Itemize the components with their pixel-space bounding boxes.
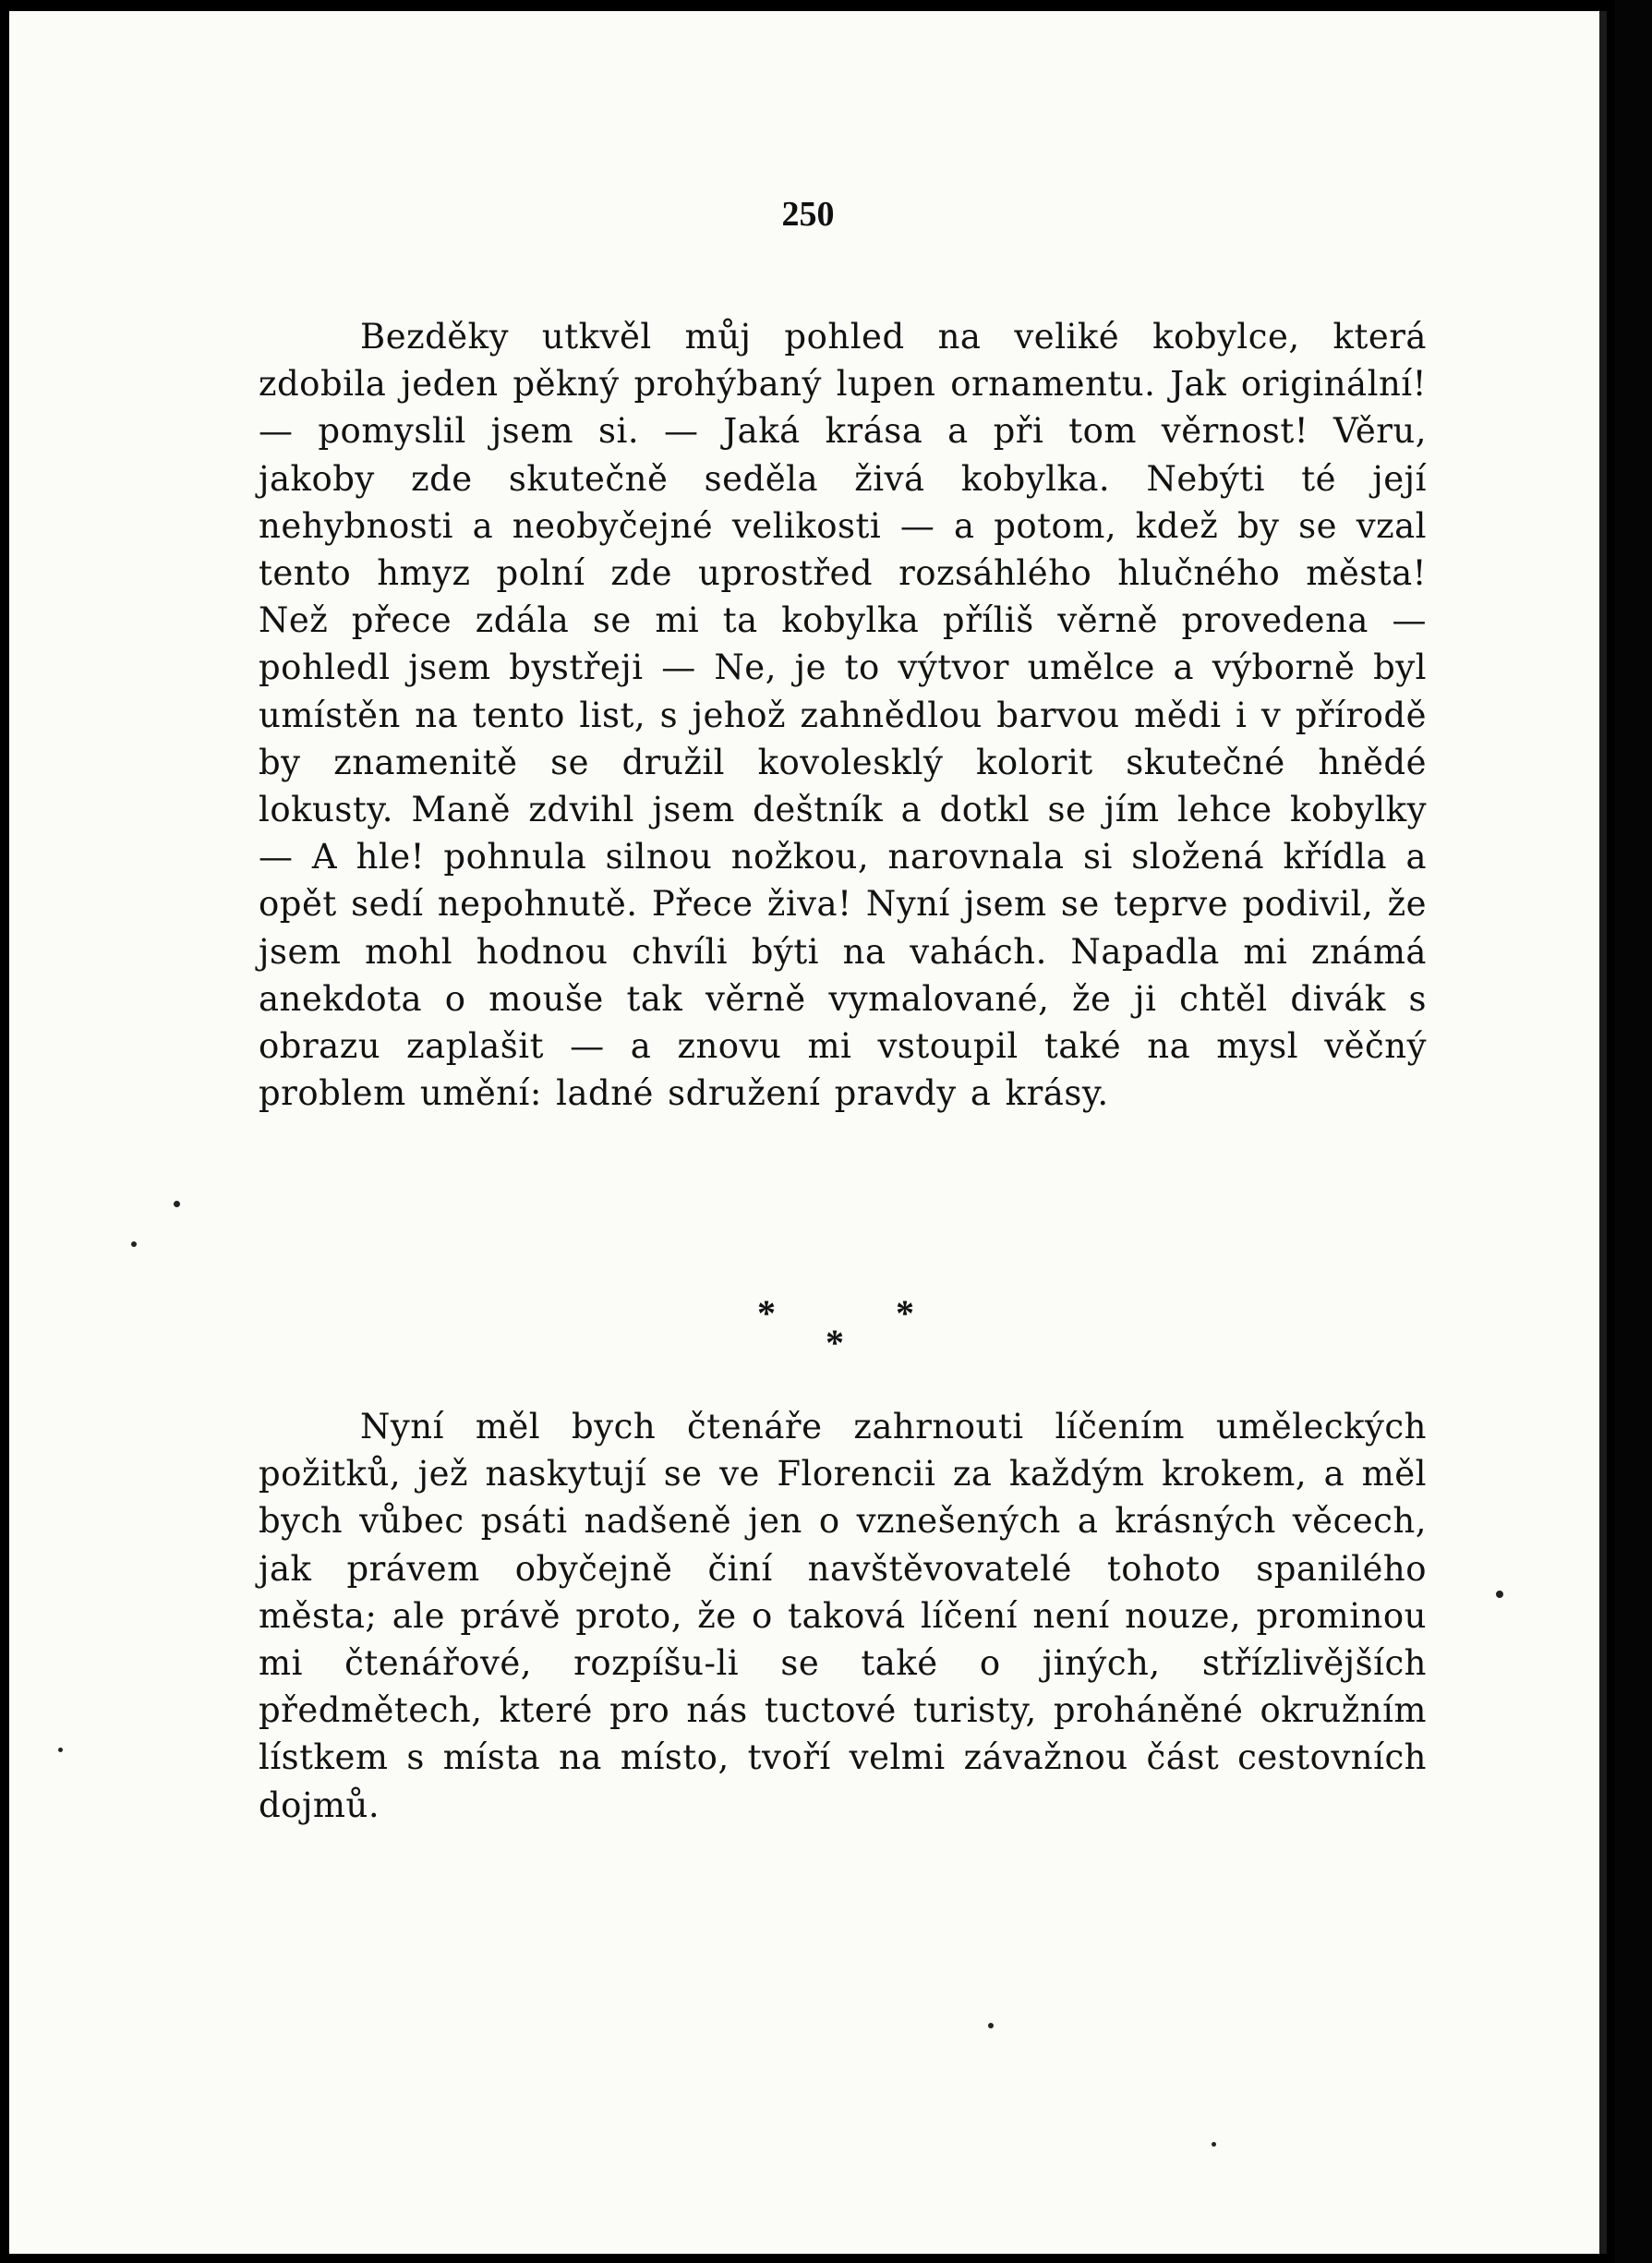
scan-speck-2 xyxy=(131,1241,137,1247)
page-number: 250 xyxy=(781,195,835,234)
asterism-separator xyxy=(757,1292,923,1369)
separator-star-right: * xyxy=(896,1292,914,1334)
paragraph-one-text: Bezděky utkvěl můj pohled na veliké kobylce, která zdobila jeden pěkný prohýbaný lupen ornamentu. Jak originální! — pomyslil jsem si. — Jaká krása a při tom věrnost! Věru, jakoby zde skutečně seděla živá kobylka. Nebýti té její nehybnosti a neobyčejné velikosti — a potom, kdež by se vzal tento hmyz polní zde uprostřed rozsáhlého hlučného města! Než přece zdála se mi ta kobylka příliš věrně provedena — pohledl jsem bystřeji — Ne, je to výtvor umělce a výborně byl umístěn na tento list, s jehož zahnědlou barvou mědi i v přírodě by znamenitě se družil kovolesklý kolorit skutečné hnědé lokusty. Maně zdvihl jsem deštník a dotkl se jím lehce kobylky — A hle! pohnula silnou nožkou, narovnala si složená křídla a opět sedí nepohnutě. Přece živa! Nyní jsem se teprve podivil, že jsem mohl hodnou chvíli býti na vahách. Napadla mi známá anekdota o mouše tak věrně vymalované, že ji chtěl divák s obrazu zaplašit — a znovu mi vstoupil také na mysl věčný problem umění: ladné sdružení pravdy a krásy. xyxy=(259,317,1427,1114)
scan-dark-edge xyxy=(1615,0,1652,2263)
scan-speck-4 xyxy=(58,1748,63,1752)
paragraph-two-text: Nyní měl bych čtenáře zahrnouti líčením uměleckých požitků, jež naskytují se ve Florencii za každým krokem, a měl bych vůbec psáti nadšeně jen o vznešených a krásných věcech, jak právem obyčejně činí navštěvovatelé tohoto spanilého města; ale právě proto, že o taková líčení není nouze, prominou mi čtenářové, rozpíšu-li se také o jiných, střízlivějších předmětech, které pro nás tuctové turisty, proháněné okružním lístkem s místa na místo, tvoří velmi závažnou část cestovních dojmů. xyxy=(259,1407,1427,1825)
scan-speck-6 xyxy=(1212,2142,1216,2147)
separator-star-bottom: * xyxy=(826,1322,844,1363)
scan-speck-5 xyxy=(988,2023,994,2028)
book-page xyxy=(9,11,1607,2254)
paragraph-one xyxy=(259,313,1427,1117)
paragraph-two xyxy=(259,1403,1427,1829)
scan-speck-1 xyxy=(174,1201,180,1207)
scan-speck-3 xyxy=(1496,1591,1503,1598)
separator-star-left: * xyxy=(757,1292,776,1334)
